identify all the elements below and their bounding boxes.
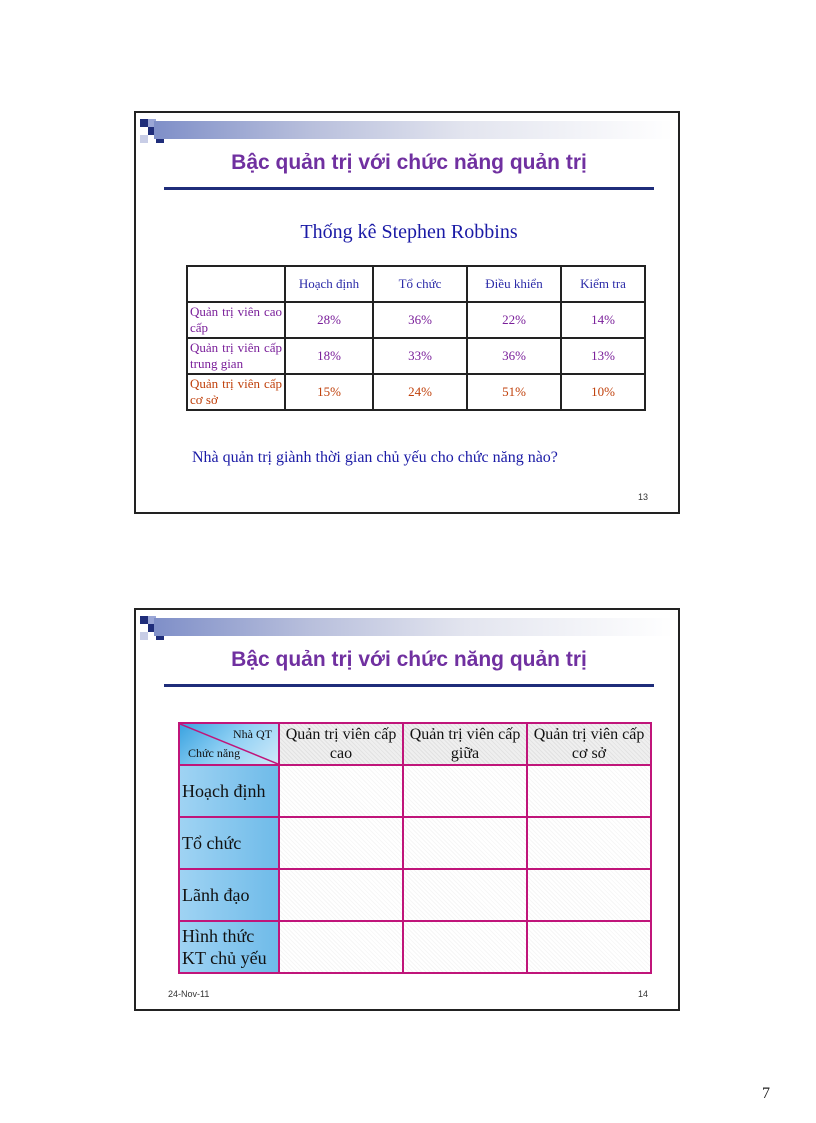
row-label-top-manager: Quản trị viên cao cấp (187, 302, 285, 338)
corner-label-manager: Nhà QT (233, 727, 272, 741)
table-cell: 36% (467, 338, 561, 374)
title-underline (164, 187, 654, 190)
blank-cell (279, 817, 403, 869)
slide-question: Nhà quản trị giành thời gian chủ yếu cho chức năng nào? (192, 449, 558, 466)
table-cell: 28% (285, 302, 373, 338)
blank-cell (527, 869, 651, 921)
header-directing: Điều khiển (467, 266, 561, 302)
row-label-planning: Hoạch định (179, 765, 279, 817)
row-label-first-line-manager: Quản trị viên cấp cơ sở (187, 374, 285, 410)
table-cell: 18% (285, 338, 373, 374)
row-label-leading: Lãnh đạo (179, 869, 279, 921)
blank-cell (527, 817, 651, 869)
matrix-header-row (179, 723, 651, 765)
blank-cell (279, 765, 403, 817)
column-head-top: Quản trị viên cấp cao (279, 723, 403, 765)
title-underline (164, 684, 654, 687)
blank-cell (403, 869, 527, 921)
slide-14 (134, 608, 680, 1011)
blank-cell (279, 921, 403, 973)
blank-cell (403, 921, 527, 973)
slide-13 (134, 111, 680, 514)
robbins-stats-table (186, 265, 646, 411)
blank-cell (527, 921, 651, 973)
table-cell: 22% (467, 302, 561, 338)
blank-cell (279, 869, 403, 921)
corner-label-function: Chức năng (188, 746, 241, 760)
header-organizing: Tổ chức (373, 266, 467, 302)
matrix-row (179, 921, 651, 973)
table-corner-cell (187, 266, 285, 302)
slide-subtitle: Thống kê Stephen Robbins (300, 221, 518, 243)
table-header-row (187, 266, 645, 302)
blank-cell (403, 765, 527, 817)
table-cell: 24% (373, 374, 467, 410)
table-cell: 15% (285, 374, 373, 410)
table-cell: 36% (373, 302, 467, 338)
table-row (187, 338, 645, 374)
header-planning: Hoạch định (285, 266, 373, 302)
table-cell: 51% (467, 374, 561, 410)
slide-page-number: 14 (637, 989, 648, 999)
row-label-control-form: Hình thức KT chủ yếu (179, 921, 279, 973)
header-gradient-bar (154, 618, 674, 636)
table-row (187, 302, 645, 338)
table-cell: 14% (561, 302, 645, 338)
blank-cell (527, 765, 651, 817)
manager-function-matrix (178, 722, 652, 974)
slide-title: Bậc quản trị với chức năng quản trị (231, 648, 587, 671)
table-row (187, 374, 645, 410)
row-label-organizing: Tổ chức (179, 817, 279, 869)
table-cell: 33% (373, 338, 467, 374)
slide-page-number: 13 (637, 492, 648, 502)
matrix-row (179, 869, 651, 921)
matrix-row (179, 817, 651, 869)
header-controlling: Kiểm tra (561, 266, 645, 302)
blank-cell (403, 817, 527, 869)
column-head-middle: Quản trị viên cấp giữa (403, 723, 527, 765)
column-head-first-line: Quản trị viên cấp cơ sở (527, 723, 651, 765)
matrix-corner-cell (179, 723, 279, 765)
table-cell: 13% (561, 338, 645, 374)
slide-date: 24-Nov-11 (168, 989, 210, 999)
document-page-number: 7 (762, 1085, 770, 1102)
table-cell: 10% (561, 374, 645, 410)
row-label-middle-manager: Quản trị viên cấp trung gian (187, 338, 285, 374)
header-gradient-bar (154, 121, 674, 139)
slide-title: Bậc quản trị với chức năng quản trị (231, 151, 587, 174)
matrix-row (179, 765, 651, 817)
